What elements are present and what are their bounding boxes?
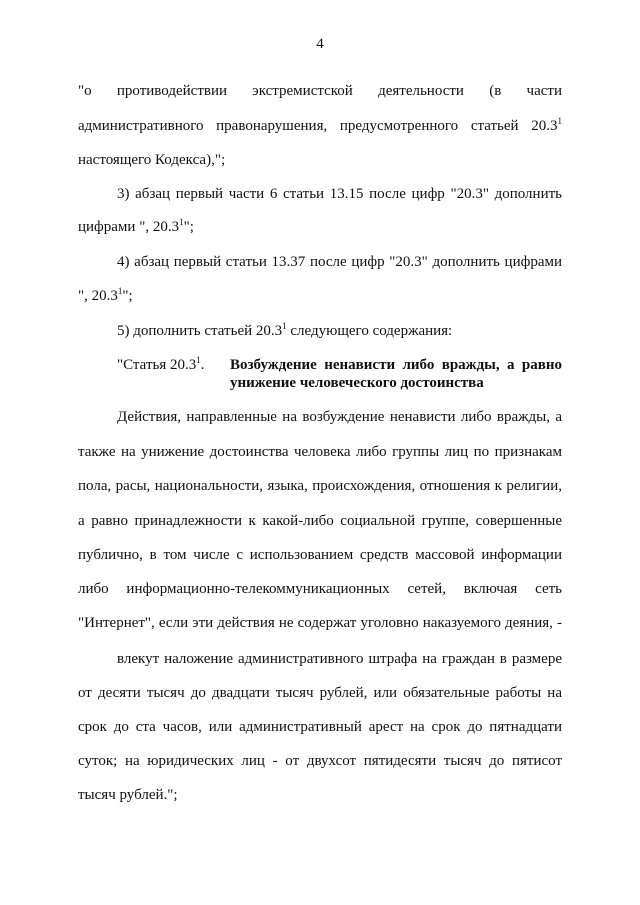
text-line: ", 20.3$^1$"; (78, 286, 133, 304)
text-line: 3) абзац первый части 6 статьи 13.15 после цифр "20.3" дополнить (117, 186, 562, 202)
text-line: тысяч рублей."; (78, 787, 178, 803)
article-title: Возбуждение ненависти либо вражды, а равно унижение человеческого достоинства (230, 357, 562, 391)
text-line: влекут наложение административного штрафа на граждан в размере (117, 651, 562, 667)
superscript: 1 (557, 116, 562, 126)
text-line: также на унижение достоинства человека либо группы лиц по признакам (78, 444, 562, 460)
text-line: публично, в том числе с использованием средств массовой информации (78, 547, 562, 563)
text-line: суток; на юридических лиц - от двухсот пятидесяти тысяч до пятисот (78, 753, 562, 769)
superscript: 1 (282, 321, 287, 331)
text-line: пола, расы, национальности, языка, происхождения, отношения к религии, (78, 478, 562, 494)
text-line: 4) абзац первый статьи 13.37 после цифр "20.3" дополнить цифрами (117, 254, 562, 270)
text-line: Действия, направленные на возбуждение ненависти либо вражды, а (117, 409, 562, 425)
text-line: от десяти тысяч до двадцати тысяч рублей, или обязательные работы на (78, 685, 562, 701)
text-line: административного правонарушения, предусмотренного статьей 20.3$^1$ (78, 116, 562, 134)
text-line: либо информационно-телекоммуникационных сетей, включая сеть (78, 581, 562, 597)
text-line: а равно принадлежности к какой-либо социальной группе, совершенные (78, 513, 562, 529)
text-line: цифрами ", 20.3$^1$"; (78, 217, 194, 235)
text-line: срок до ста часов, или административный арест на срок до пятнадцати (78, 719, 562, 735)
text-line: настоящего Кодекса),"; (78, 152, 226, 168)
article-label: "Статья 20.3$^1$. (117, 355, 205, 373)
text-line: 5) дополнить статьей 20.3$^1$ следующего содержания: (117, 321, 453, 339)
superscript: 1 (196, 355, 201, 365)
superscript: 1 (117, 286, 123, 296)
page-number: 4 (316, 36, 324, 52)
superscript: 1 (179, 217, 184, 227)
text-line: "Интернет", если эти действия не содержат уголовно наказуемого деяния, - (78, 615, 562, 631)
text-line: "о противодействии экстремистской деятельности (в части (78, 83, 562, 99)
